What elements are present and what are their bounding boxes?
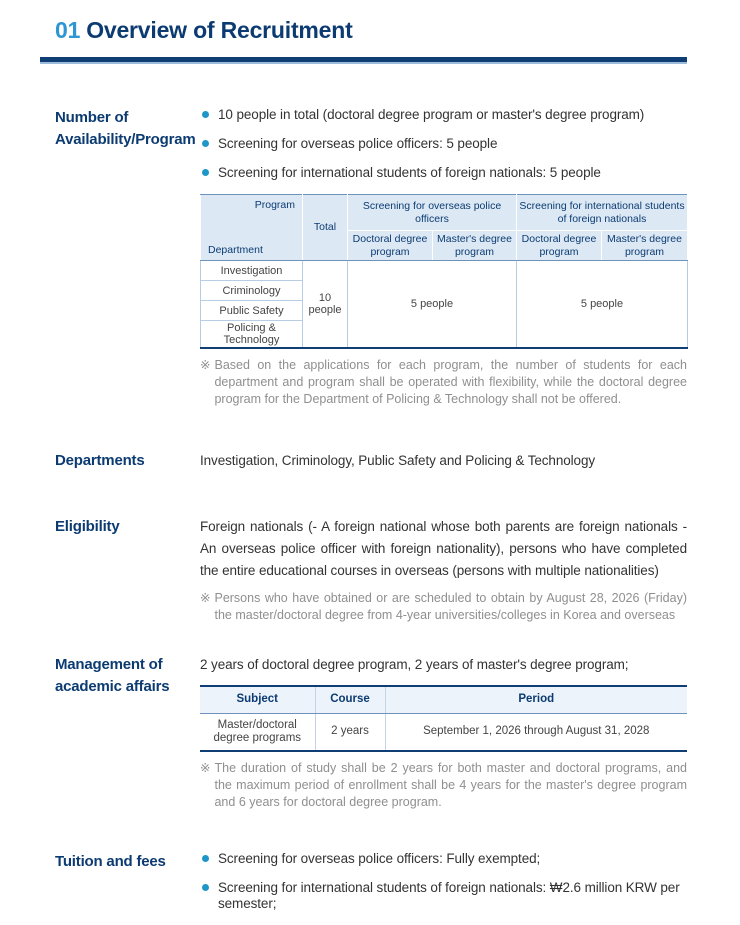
eligibility-footnote bbox=[200, 590, 687, 624]
title-text: Overview of Recruitment bbox=[86, 17, 353, 43]
departments-text: Investigation, Criminology, Public Safety and Policing & Technology bbox=[200, 453, 596, 468]
section-availability bbox=[55, 107, 740, 408]
section-label-departments: Departments bbox=[55, 452, 145, 469]
bullet-item bbox=[200, 880, 687, 912]
table-corner-cell bbox=[201, 195, 303, 261]
eligibility-content bbox=[200, 516, 687, 624]
footnote-text: The duration of study shall be 2 years for both master and doctoral programs, and the maximum period of enrollment shall be 4 years for the master's degree program and 6 years for doctoral degree program. bbox=[214, 761, 687, 809]
bullet-icon bbox=[202, 140, 209, 147]
course-cell: 2 years bbox=[315, 714, 385, 752]
footnote-marker: ※ bbox=[200, 761, 211, 775]
bullet-text: Screening for overseas police officers: Fully exempted; bbox=[218, 851, 541, 866]
availability-content bbox=[200, 107, 687, 408]
departments-content bbox=[200, 450, 687, 472]
bullet-icon bbox=[202, 169, 209, 176]
subcol-header: Master's degree program bbox=[602, 231, 688, 261]
group-header-international: Screening for international students of foreign nationals bbox=[517, 195, 688, 231]
subcol-header: Doctoral degree program bbox=[348, 231, 433, 261]
bullet-text: 10 people in total (doctoral degree program or master's degree program) bbox=[218, 107, 645, 122]
management-intro: 2 years of doctoral degree program, 2 years of master's degree program; bbox=[200, 657, 629, 672]
bullet-icon bbox=[202, 855, 209, 862]
subcol-header: Master's degree program bbox=[433, 231, 517, 261]
document-header bbox=[55, 16, 740, 44]
bullet-item bbox=[200, 107, 687, 123]
bullet-item bbox=[200, 851, 687, 867]
management-footnote bbox=[200, 760, 687, 811]
availability-bullets bbox=[200, 107, 687, 181]
group-value-overseas: 5 people bbox=[348, 261, 517, 349]
bullet-text: Screening for international students of foreign nationals: 5 people bbox=[218, 165, 601, 180]
page-title bbox=[55, 16, 740, 44]
subject-cell: Master/doctoral degree programs bbox=[213, 718, 302, 744]
bullet-item bbox=[200, 165, 687, 181]
document-body bbox=[0, 107, 740, 925]
footnote-text: Based on the applications for each program, the number of students for each department and program shall be operated with flexibility, while the doctoral degree program for the Department of Policing & Technology shall not be offered. bbox=[214, 358, 687, 406]
header-rule bbox=[40, 57, 687, 64]
column-header-subject: Subject bbox=[200, 686, 315, 714]
total-value-cell: 10 people bbox=[303, 261, 348, 349]
footnote-marker: ※ bbox=[200, 591, 211, 605]
department-cell: Public Safety bbox=[201, 301, 303, 321]
section-label-eligibility: Eligibility bbox=[55, 518, 120, 535]
section-management bbox=[55, 654, 740, 811]
availability-footnote bbox=[200, 357, 687, 408]
title-number: 01 bbox=[55, 17, 81, 43]
section-tuition bbox=[55, 851, 740, 925]
bullet-icon bbox=[202, 111, 209, 118]
bullet-text: Screening for international students of foreign nationals: ₩2.6 million KRW per semester; bbox=[218, 880, 680, 911]
recruitment-table bbox=[200, 194, 688, 349]
academic-affairs-table bbox=[200, 685, 687, 752]
corner-department-label: Department bbox=[208, 243, 263, 256]
total-header-cell: Total bbox=[303, 195, 348, 261]
bullet-text: Screening for overseas police officers: 5 people bbox=[218, 136, 498, 151]
column-header-course: Course bbox=[315, 686, 385, 714]
eligibility-text: Foreign nationals (- A foreign national whose both parents are foreign nationals - An overseas police officer with foreign nationality), persons who have completed the entire educational courses in overseas (persons with multiple nationalities) bbox=[200, 519, 687, 578]
department-cell: Investigation bbox=[201, 261, 303, 281]
tuition-content bbox=[200, 851, 687, 925]
group-value-international: 5 people bbox=[517, 261, 688, 349]
section-departments bbox=[55, 450, 740, 472]
section-label-management: Management of academic affairs bbox=[55, 656, 170, 695]
footnote-marker: ※ bbox=[200, 358, 211, 372]
management-content bbox=[200, 654, 687, 811]
footnote-text: Persons who have obtained or are scheduled to obtain by August 28, 2026 (Friday) the master/doctoral degree from 4-year universities/colleges in Korea and overseas bbox=[214, 591, 687, 622]
period-cell: September 1, 2026 through August 31, 2028 bbox=[385, 714, 687, 752]
subcol-header: Doctoral degree program bbox=[517, 231, 602, 261]
column-header-period: Period bbox=[385, 686, 687, 714]
document-page bbox=[0, 16, 740, 911]
section-eligibility bbox=[55, 516, 740, 624]
bullet-item bbox=[200, 136, 687, 152]
section-label-availability: Number of Availability/Program bbox=[55, 109, 196, 148]
corner-program-label: Program bbox=[254, 199, 295, 211]
group-header-overseas: Screening for overseas police officers bbox=[348, 195, 517, 231]
department-cell: Criminology bbox=[201, 281, 303, 301]
bullet-icon bbox=[202, 884, 209, 891]
tuition-bullets bbox=[200, 851, 687, 912]
section-label-tuition: Tuition and fees bbox=[55, 853, 166, 870]
department-cell: Policing & Technology bbox=[201, 321, 303, 349]
